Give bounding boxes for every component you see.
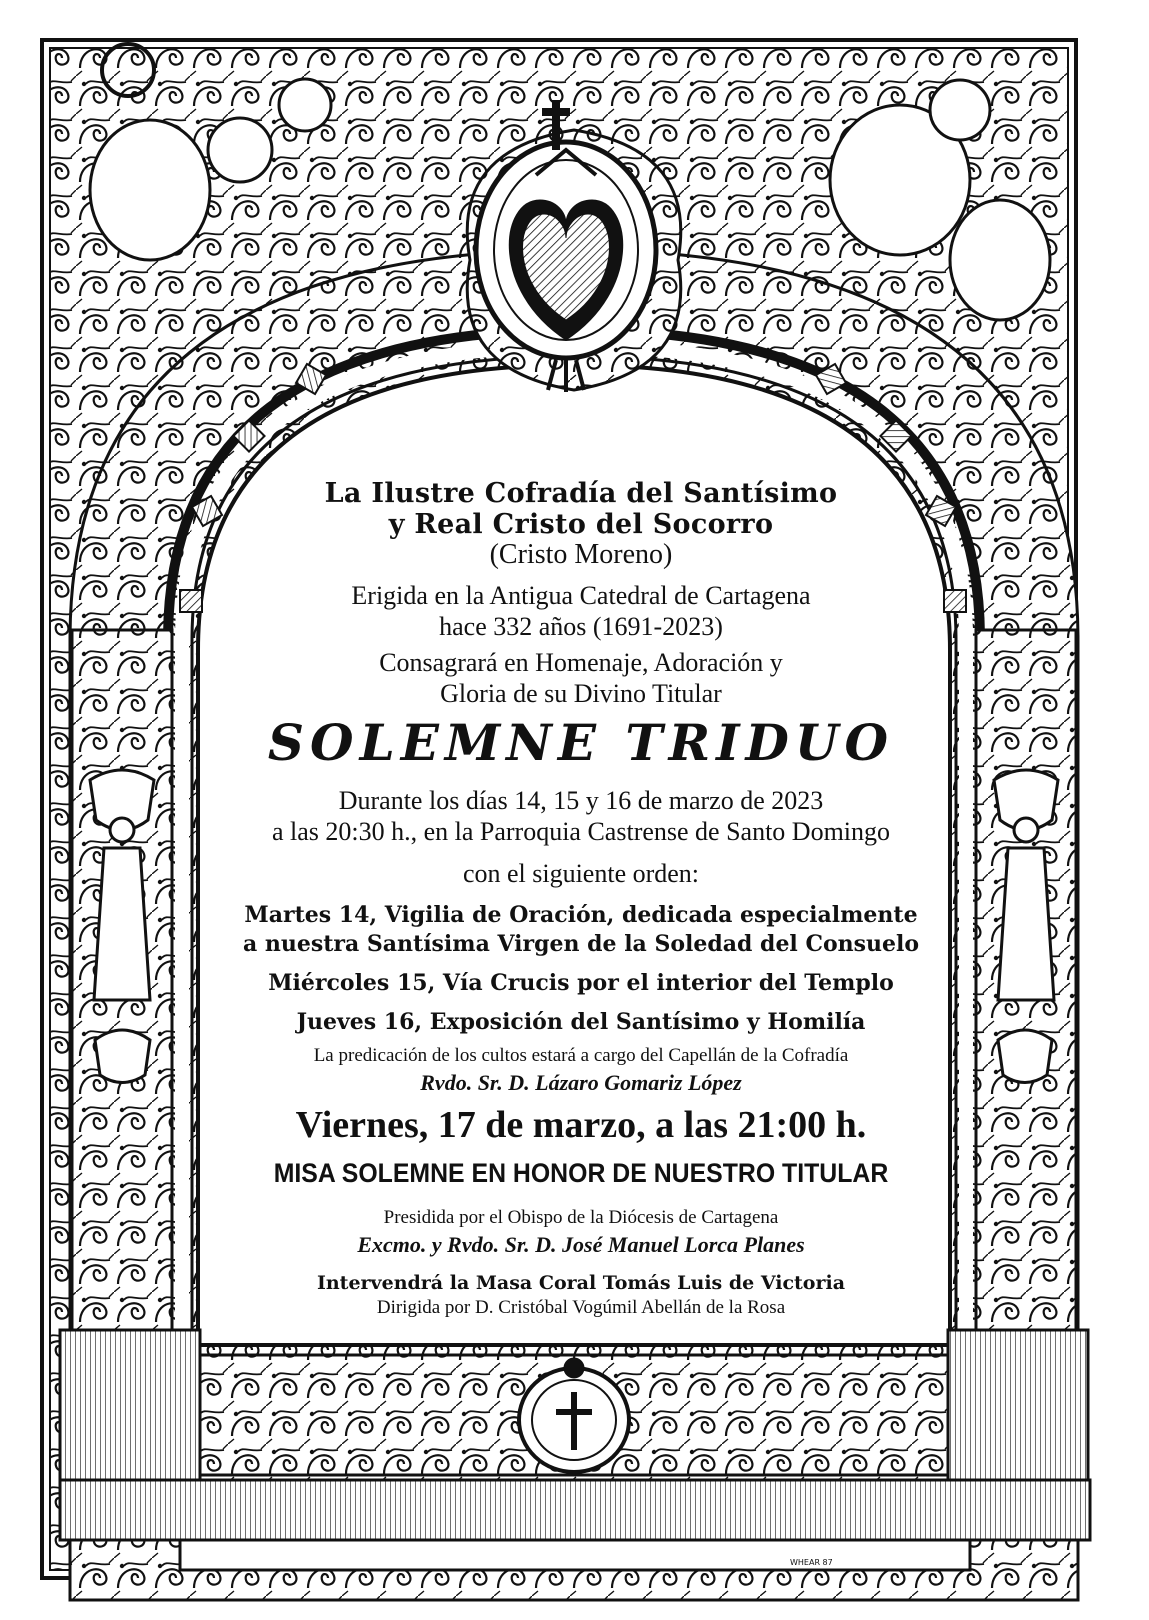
choir-line1: Intervendrá la Masa Coral Tomás Luis de Victoria: [316, 1272, 846, 1294]
svg-text:WHEAR 87: WHEAR 87: [790, 1558, 833, 1567]
dates-line2: a las 20:30 h., en la Parroquia Castrense de Santo Domingo: [271, 817, 891, 846]
confraternity-alias: (Cristo Moreno): [489, 539, 673, 570]
preaching-line: La predicación de los cultos estará a cargo del Capellán de la Cofradía: [313, 1045, 849, 1066]
choir-line2: Dirigida por D. Cristóbal Vogúmil Abellán de la Rosa: [376, 1297, 786, 1318]
order-martes-line1: Martes 14, Vigilia de Oración, dedicada especialmente: [244, 902, 918, 928]
bishop-name: Excmo. y Rvdo. Sr. D. José Manuel Lorca Planes: [357, 1232, 805, 1257]
erigida-line2: hace 332 años (1691-2023): [439, 612, 723, 641]
page-title: SOLEMNE TRIDUO: [267, 713, 895, 772]
order-jueves: Jueves 16, Exposición del Santísimo y Homilía: [296, 1009, 866, 1035]
consagrara-line1: Consagrará en Homenaje, Adoración y: [379, 648, 783, 677]
preacher-name: Rvdo. Sr. D. Lázaro Gomariz López: [420, 1070, 742, 1095]
confraternity-name-line1: La Ilustre Cofradía del Santísimo: [324, 478, 838, 509]
order-miercoles: Miércoles 15, Vía Crucis por el interior del Templo: [268, 970, 894, 996]
friday-mass-time: Viernes, 17 de marzo, a las 21:00 h.: [295, 1104, 867, 1146]
confraternity-name-line2: y Real Cristo del Socorro: [388, 509, 774, 540]
presided-line: Presidida por el Obispo de la Diócesis de Cartagena: [383, 1207, 779, 1228]
misa-solemne: MISA SOLEMNE EN HONOR DE NUESTRO TITULAR: [273, 1158, 889, 1188]
announcement-text: [205, 478, 957, 1368]
dates-line1: Durante los días 14, 15 y 16 de marzo de 2023: [338, 786, 824, 815]
order-intro: con el siguiente orden:: [462, 859, 700, 888]
erigida-line1: Erigida en la Antigua Catedral de Cartagena: [351, 581, 811, 610]
order-martes-line2: a nuestra Santísima Virgen de la Soledad del Consuelo: [242, 931, 920, 957]
consagrara-line2: Gloria de su Divino Titular: [440, 679, 722, 708]
